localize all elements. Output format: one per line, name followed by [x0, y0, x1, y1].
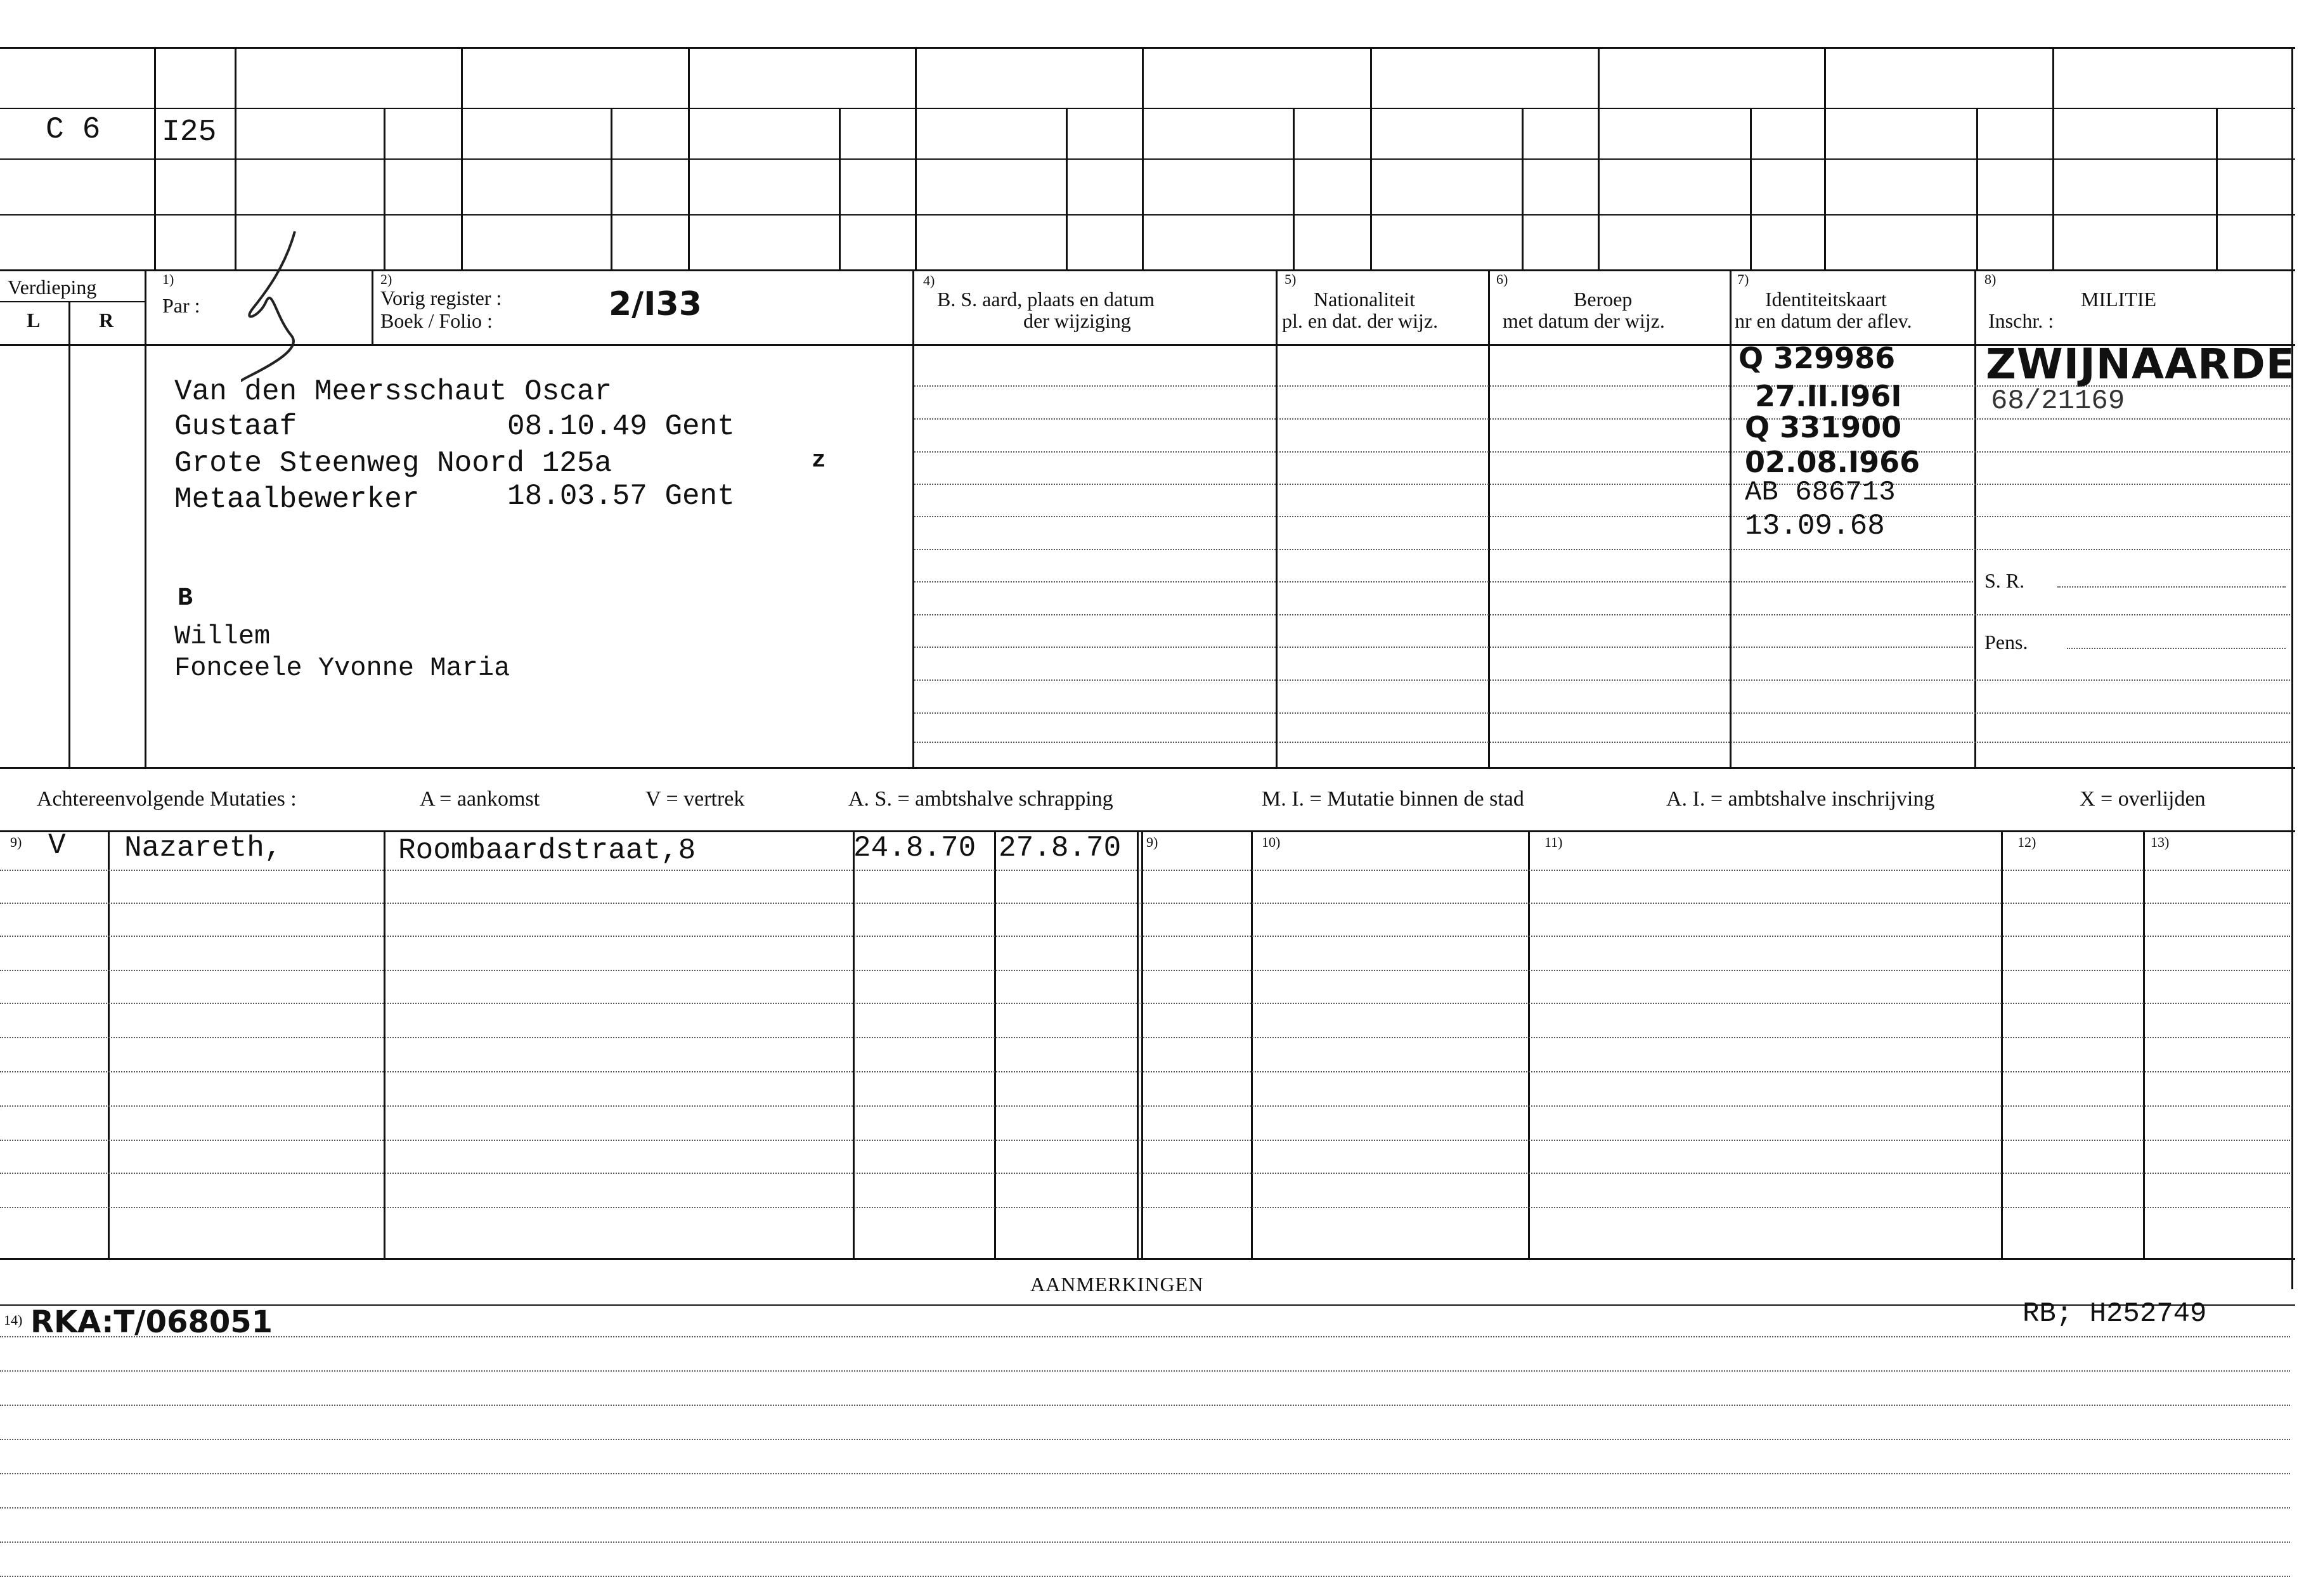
mutation-street: Roombaardstraat,8: [398, 834, 696, 867]
num-11: 11): [1544, 834, 1563, 850]
id-card-1-date: 27.II.I96I: [1755, 379, 1902, 413]
nationaliteit-label-1: Nationaliteit: [1314, 288, 1415, 311]
bs-label-2: der wijziging: [1023, 309, 1131, 332]
person-address: Grote Steenweg Noord 125a: [174, 447, 612, 480]
num-6: 6): [1496, 271, 1508, 287]
mutation-type: V: [48, 829, 66, 862]
legend-as: A. S. = ambtshalve schrapping: [848, 787, 1113, 811]
par-label: Par :: [162, 294, 200, 317]
nationaliteit-label-2: pl. en dat. der wijz.: [1282, 309, 1439, 332]
person-name-line: Van den Meersschaut Oscar: [174, 375, 612, 408]
num-13: 13): [2151, 834, 2170, 850]
num-2: 2): [380, 271, 392, 287]
num-12: 12): [2017, 834, 2036, 850]
person-arrival: 18.03.57 Gent: [507, 480, 735, 513]
id-card-2-date: 02.08.I966: [1745, 445, 1920, 479]
num-8: 8): [1984, 271, 1997, 287]
person-mother: Fonceele Yvonne Maria: [174, 653, 510, 683]
sr-label: S. R.: [1984, 569, 2025, 592]
inschr-label: Inschr. :: [1988, 309, 2054, 332]
boek-folio-label: Boek / Folio :: [380, 309, 493, 332]
num-1: 1): [162, 271, 174, 287]
identiteitskaart-label-1: Identiteitskaart: [1765, 288, 1887, 311]
code-i25: I25: [162, 115, 217, 150]
militie-number: 68/21169: [1991, 385, 2125, 417]
aanmerkingen-title: AANMERKINGEN: [1030, 1273, 1204, 1296]
aanmerkingen-rule: [0, 1304, 2295, 1306]
person-occupation: Metaalbewerker: [174, 483, 420, 516]
code-c6: C 6: [46, 113, 101, 147]
person-father: Willem: [174, 621, 271, 652]
num-14: 14): [4, 1312, 23, 1328]
legend-mi: M. I. = Mutatie binnen de stad: [1262, 787, 1524, 811]
person-birthdate: 08.10.49 Gent: [507, 410, 735, 443]
militie-stamp: ZWIJNAARDE: [1986, 340, 2295, 389]
person-address-marker: z: [812, 447, 826, 474]
mutaties-title: Achtereenvolgende Mutaties :: [37, 787, 297, 811]
col-l-label: L: [27, 309, 41, 331]
beroep-label-2: met datum der wijz.: [1503, 309, 1665, 332]
num-10: 10): [1262, 834, 1281, 850]
legend-v: V = vertrek: [645, 787, 745, 811]
vorig-register-value: 2/I33: [609, 285, 702, 323]
legend-ai: A. I. = ambtshalve inschrijving: [1666, 787, 1935, 811]
pens-label: Pens.: [1984, 631, 2028, 653]
num-7: 7): [1737, 271, 1749, 287]
mutation-place: Nazareth,: [124, 832, 282, 865]
id-card-3: AB 686713: [1745, 477, 1896, 508]
vorig-register-label: Vorig register :: [380, 286, 502, 309]
verdieping-label: Verdieping: [8, 276, 97, 299]
num-4: 4): [923, 273, 935, 288]
rb-note: RB; H252749: [2023, 1298, 2207, 1330]
militie-label: MILITIE: [2081, 288, 2157, 311]
bs-label-1: B. S. aard, plaats en datum: [937, 288, 1155, 311]
id-card-3-date: 13.09.68: [1745, 510, 1885, 543]
num-9b: 9): [1146, 834, 1158, 850]
rka-note: RKA:T/068051: [30, 1304, 273, 1340]
person-marker-b: B: [178, 584, 193, 613]
col-r-label: R: [99, 309, 114, 331]
legend-a: A = aankomst: [420, 787, 540, 811]
id-card-1: Q 329986: [1738, 341, 1896, 375]
par-pen-mark: [241, 228, 311, 393]
identiteitskaart-label-2: nr en datum der aflev.: [1735, 309, 1912, 332]
num-9: 9): [10, 834, 22, 850]
legend-x: X = overlijden: [2080, 787, 2206, 811]
num-5: 5): [1285, 271, 1297, 287]
beroep-label-1: Beroep: [1574, 288, 1633, 311]
id-card-2: Q 331900: [1745, 410, 1902, 444]
person-firstname: Gustaaf: [174, 410, 297, 443]
mutation-date-1: 24.8.70: [853, 832, 976, 865]
mutation-date-2: 27.8.70: [999, 832, 1122, 865]
